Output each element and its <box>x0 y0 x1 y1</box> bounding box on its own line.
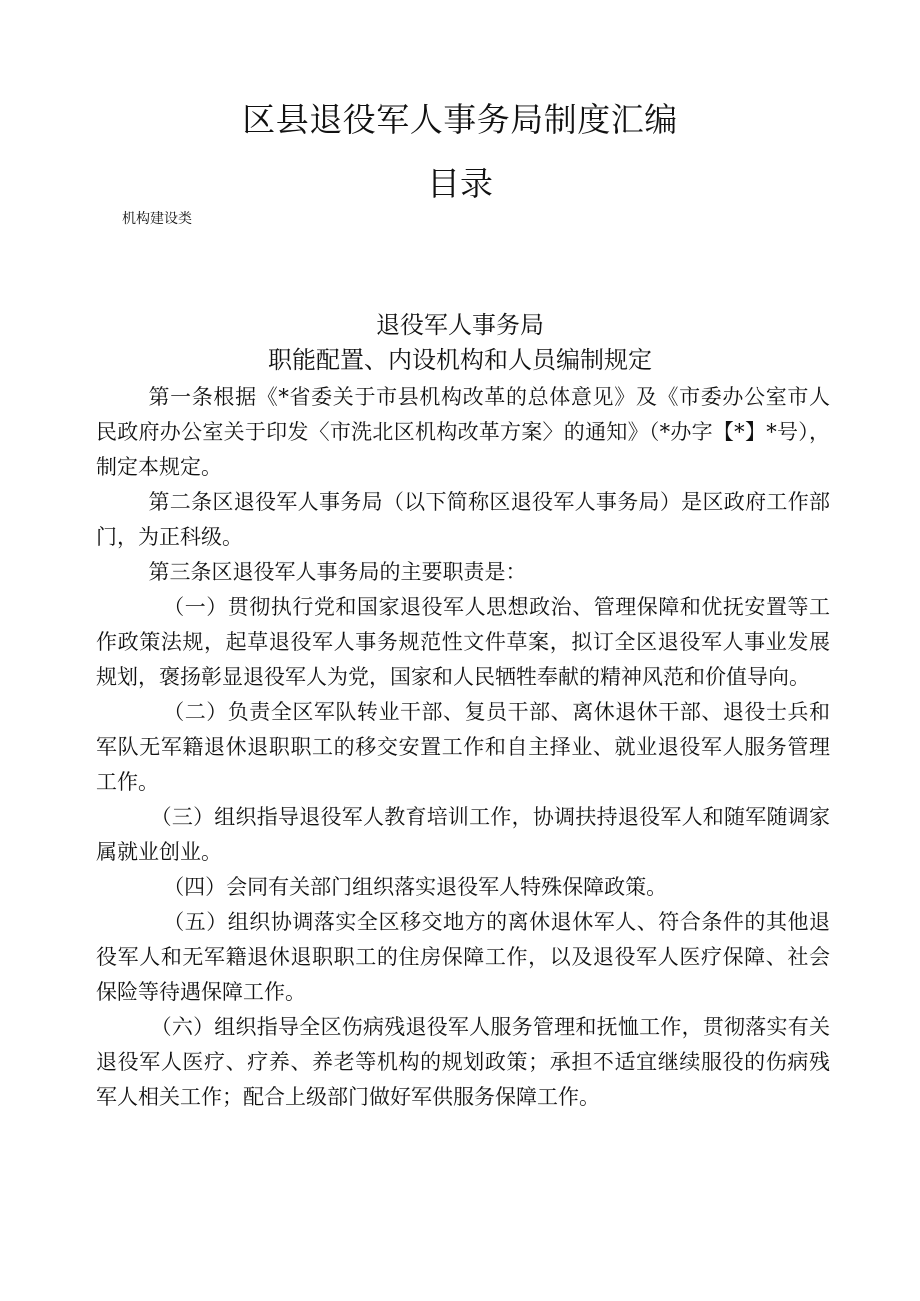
document-title: 区县退役军人事务局制度汇编 <box>242 100 678 139</box>
article-1: 第一条根据《*省委关于市县机构改革的总体意见》及《市委办公室市人民政府办公室关于印发〈市洗北区机构改革方案〉的通知》（*办字【*】*号），制定本规定。 <box>96 385 830 479</box>
duty-item-6: （六）组织指导全区伤病残退役军人服务管理和抚恤工作，贯彻落实有关退役军人医疗、疗养、养老等机构的规划政策；承担不适宜继续服役的伤病残军人相关工作；配合上级部门做好军供服务保障工作。 <box>96 1015 830 1109</box>
regulation-heading-line1: 退役军人事务局 <box>376 311 544 339</box>
duty-item-4: （四）会同有关部门组织落实退役军人特殊保障政策。 <box>163 875 668 899</box>
category-label: 机构建设类 <box>122 211 192 227</box>
duty-item-3: （三）组织指导退役军人教育培训工作，协调扶持退役军人和随军随调家属就业创业。 <box>96 805 830 864</box>
article-2: 第二条区退役军人事务局（以下简称区退役军人事务局）是区政府工作部门，为正科级。 <box>96 490 830 549</box>
article-3: 第三条区退役军人事务局的主要职责是： <box>148 560 527 584</box>
duty-item-2: （二）负责全区军队转业干部、复员干部、离休退休干部、退役士兵和军队无军籍退休退职职工的移交安置工作和自主择业、就业退役军人服务管理工作。 <box>96 700 830 794</box>
regulation-body <box>96 380 830 1115</box>
duty-item-1: （一）贯彻执行党和国家退役军人思想政治、管理保障和优抚安置等工作政策法规，起草退役军人事务规范性文件草案，拟订全区退役军人事业发展规划，褒扬彰显退役军人为党，国家和人民牺牲奉献的精神风范和价值导向。 <box>96 595 830 689</box>
duty-item-5: （五）组织协调落实全区移交地方的离休退休军人、符合条件的其他退役军人和无军籍退休退职职工的住房保障工作，以及退役军人医疗保障、社会保险等待遇保障工作。 <box>96 910 830 1004</box>
table-of-contents-heading: 目录 <box>427 164 493 203</box>
regulation-heading-line2: 职能配置、内设机构和人员编制规定 <box>268 346 652 374</box>
